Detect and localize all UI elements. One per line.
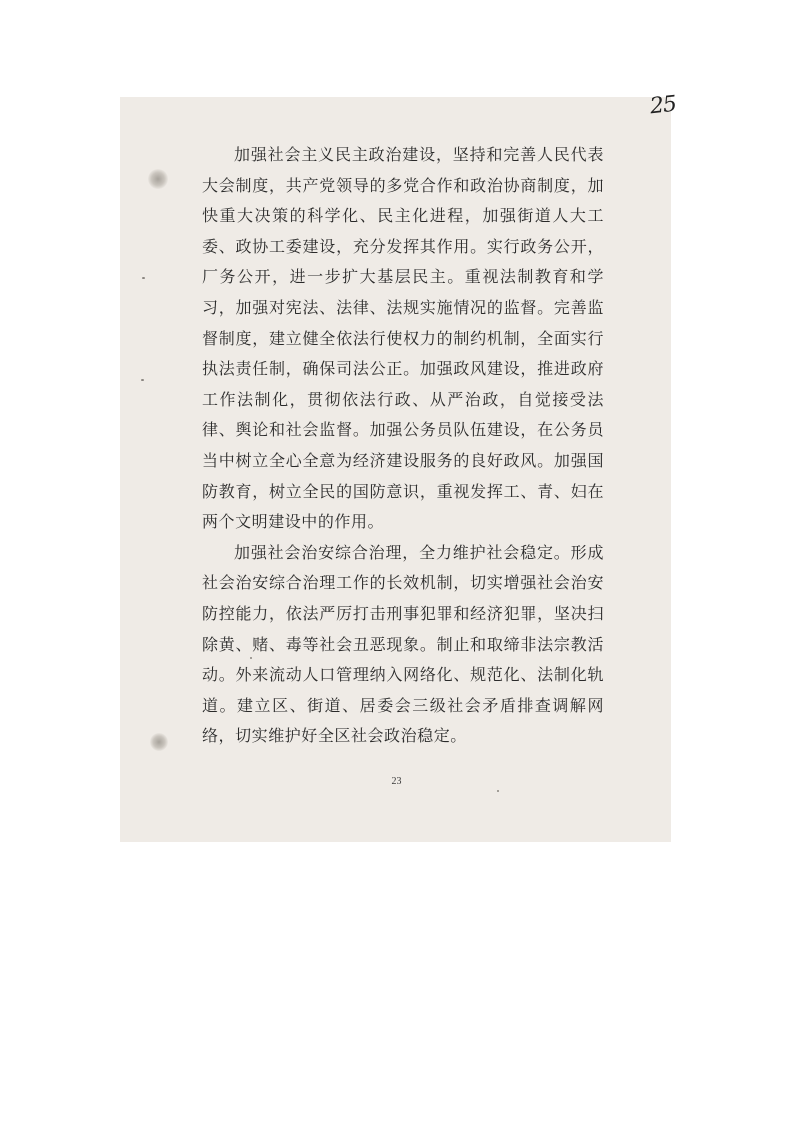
scan-speck	[141, 379, 144, 381]
scan-blemish	[150, 733, 168, 751]
document-body	[202, 140, 604, 752]
scan-speck	[142, 277, 145, 279]
scan-speck	[497, 790, 499, 792]
paragraph-public-security: 加强社会治安综合治理，全力维护社会稳定。形成社会治安综合治理工作的长效机制，切实增强社会治安防控能力，依法严厉打击刑事犯罪和经济犯罪，坚决扫除黄、赌、毒等社会丑恶现象。制止和取缔非法宗教活动。外来流动人口管理纳入网络化、规范化、法制化轨道。建立区、街道、居委会三级社会矛盾排查调解网络，切实维护好全区社会政治稳定。	[202, 542, 604, 746]
handwritten-page-number: 25	[648, 91, 678, 120]
paragraph-democracy: 加强社会主义民主政治建设，坚持和完善人民代表大会制度，共产党领导的多党合作和政治协商制度，加快重大决策的科学化、民主化进程，加强街道人大工委、政协工委建设，充分发挥其作用。实行政务公开，厂务公开，进一步扩大基层民主。重视法制教育和学习，加强对宪法、法律、法规实施情况的监督。完善监督制度，建立健全依法行使权力的制约机制，全面实行执法责任制，确保司法公正。加强政风建设，推进政府工作法制化，贯彻依法行政、从严治政，自觉接受法律、舆论和社会监督。加强公务员队伍建设，在公务员当中树立全心全意为经济建设服务的良好政风。加强国防教育，树立全民的国防意识，重视发挥工、青、妇在两个文明建设中的作用。	[202, 145, 604, 532]
page-number: 23	[391, 776, 402, 787]
scan-blemish	[148, 169, 168, 189]
